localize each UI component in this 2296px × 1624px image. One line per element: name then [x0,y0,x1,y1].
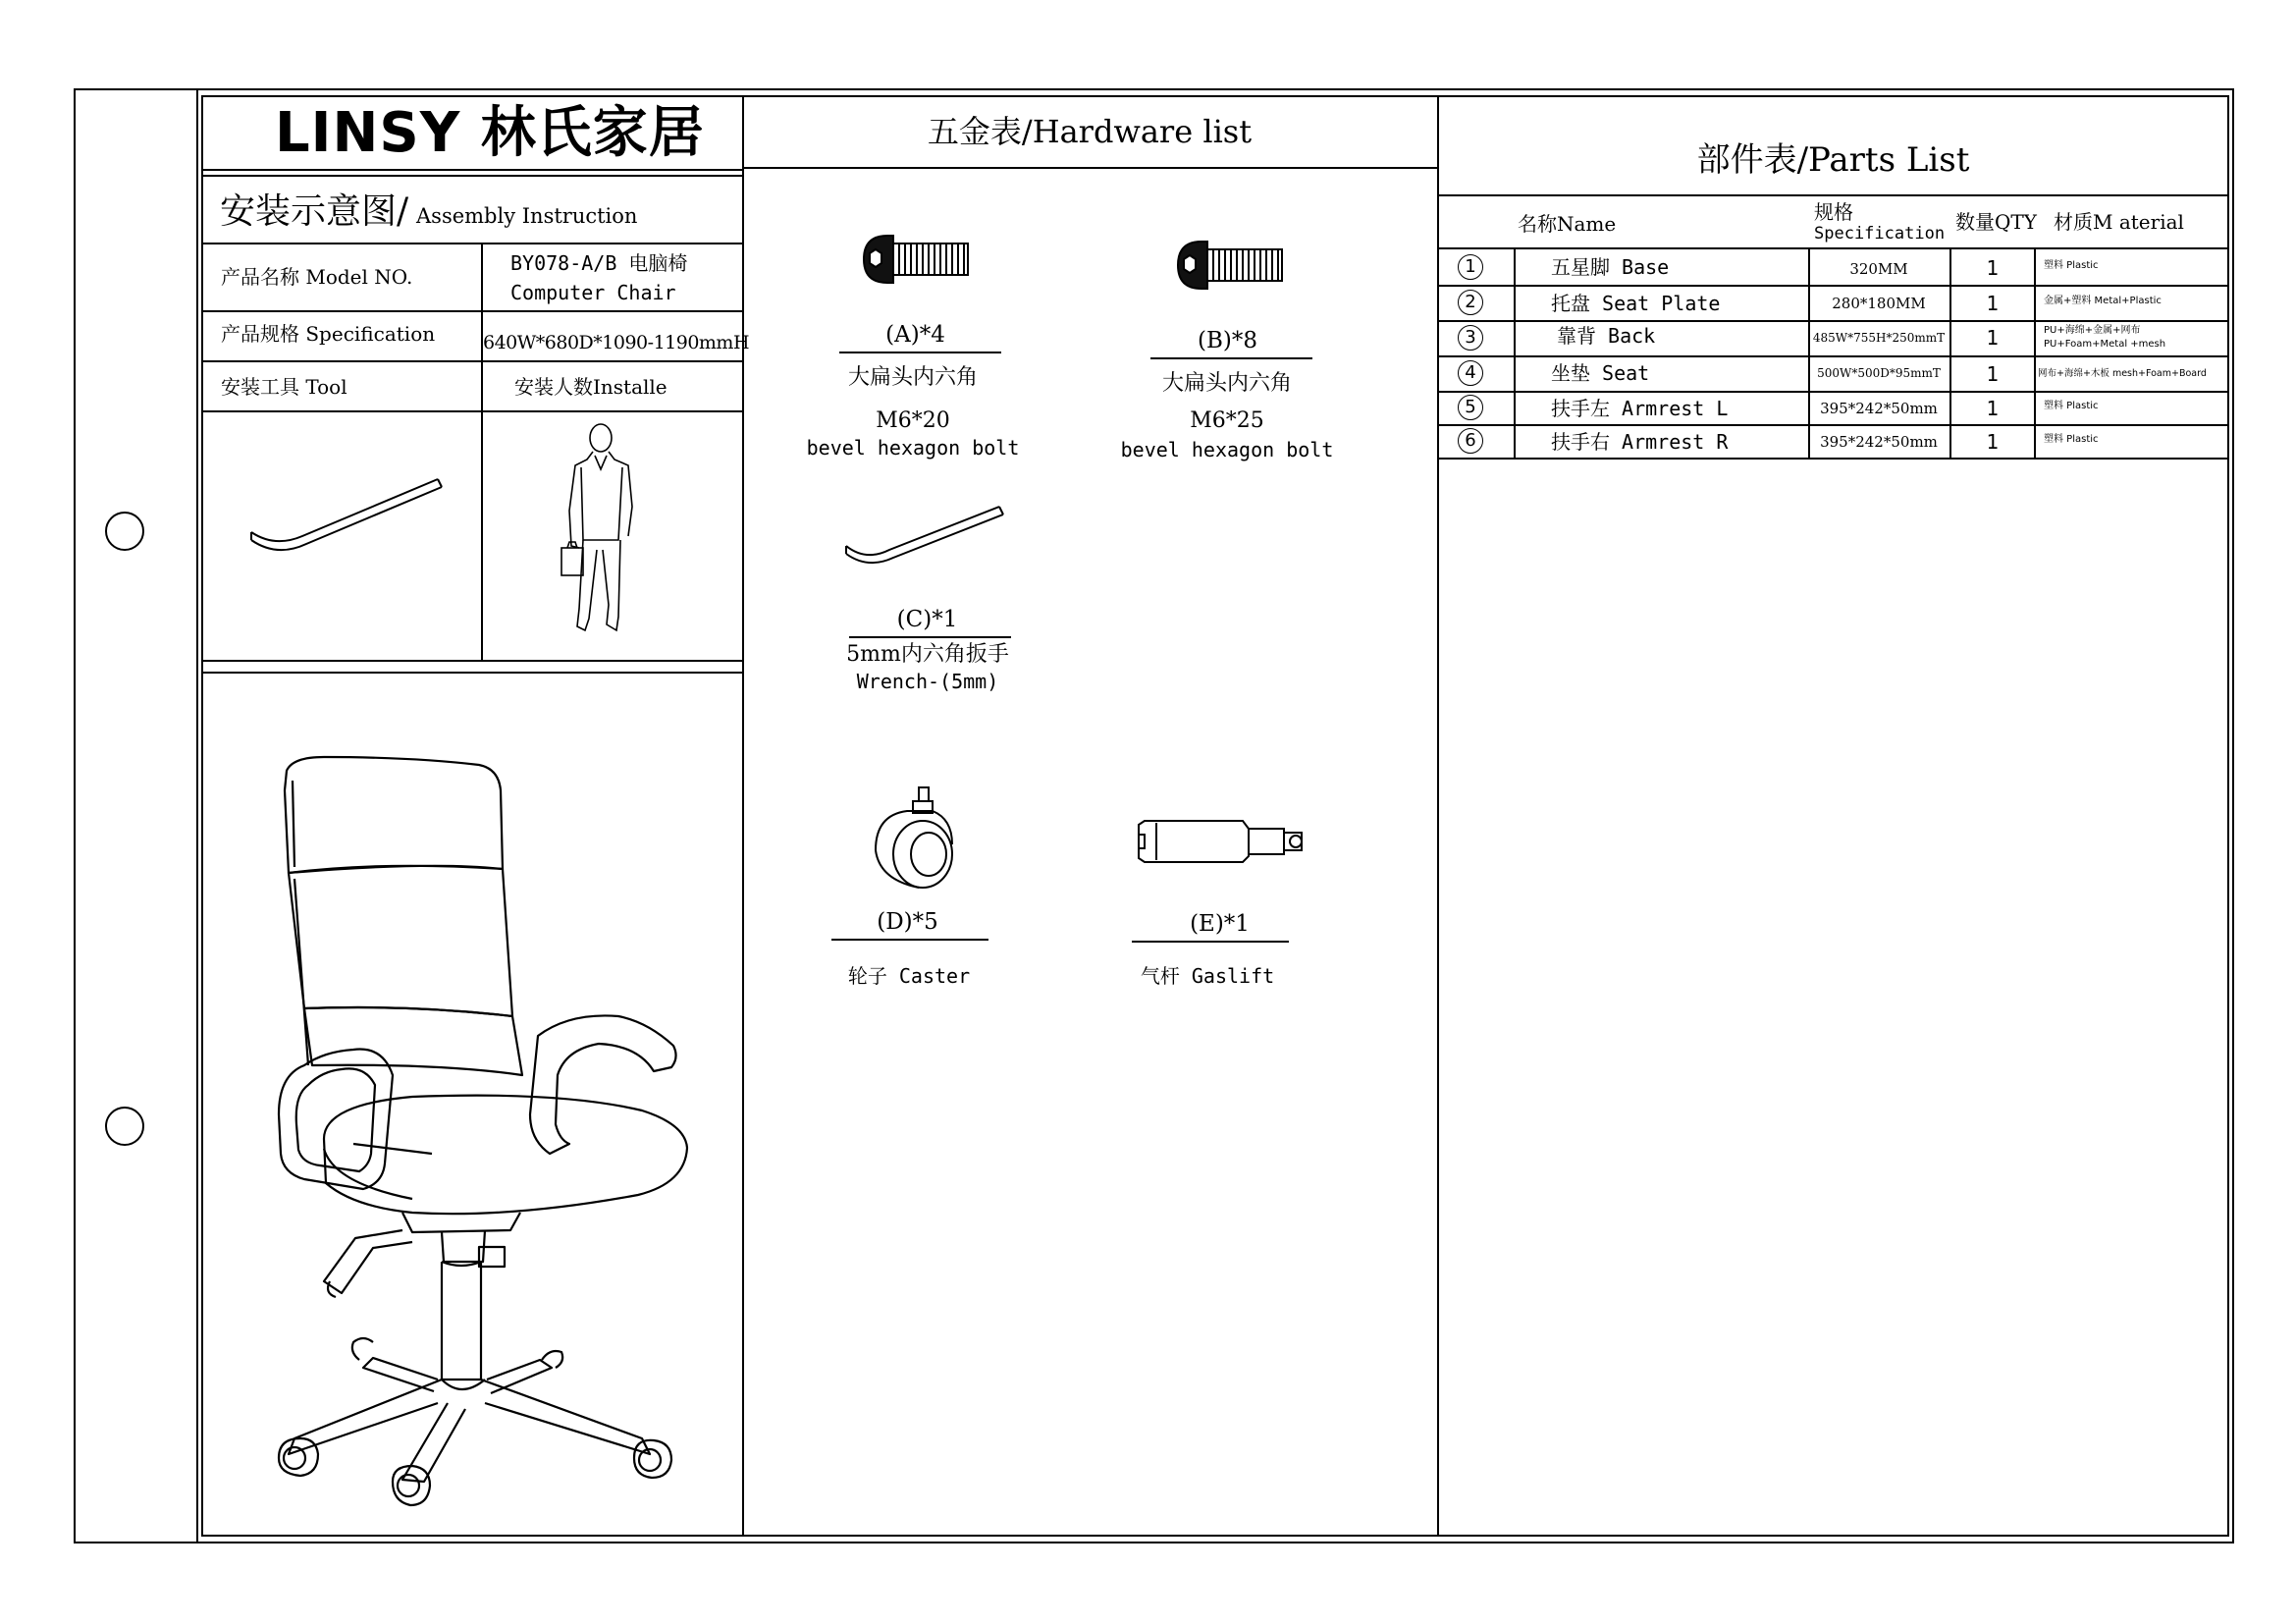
part-name: 靠背 Back [1557,324,1656,348]
part-number-badge: 6 [1458,428,1483,454]
part-material-2: PU+Foam+Metal +mesh [2044,339,2166,350]
part-material: PU+海绵+金属+网布 [2044,325,2141,336]
part-spec: 395*242*50mm [1820,433,1938,451]
row-line [203,360,742,362]
hardware-b-size: M6*25 [1190,408,1264,433]
hardware-e-underline [1132,941,1289,943]
installer-label: 安装人数Installe [514,375,667,399]
parts-header-material: 材质M aterial [2054,210,2184,234]
hardware-a-size: M6*20 [876,408,950,433]
hardware-a-name-en: bevel hexagon bolt [806,436,1020,460]
parts-col-line [2034,247,2036,458]
hardware-a-underline [839,352,1001,353]
hardware-title-line [742,167,1437,169]
parts-header-line [1437,247,2229,249]
column-divider-2 [1437,95,1439,1537]
parts-title-line [1437,194,2229,196]
part-qty: 1 [1986,430,2000,454]
hardware-a-code: (A)*4 [885,322,945,348]
part-qty: 1 [1986,256,2000,280]
part-spec: 500W*500D*95mmT [1817,366,1941,380]
hardware-e-name: 气杆 Gaslift [1140,964,1275,988]
part-name: 扶手左 Armrest L [1551,397,1729,420]
hardware-c-name-cn: 5mm内六角扳手 [846,642,1009,667]
hardware-c-underline [849,636,1011,638]
hex-wrench-icon [842,503,1009,571]
caster-icon [868,785,962,893]
parts-col-line [1949,247,1951,458]
parts-header-spec-en: Specification [1814,224,1946,244]
part-name: 五星脚 Base [1551,255,1670,279]
part-number-badge: 3 [1458,325,1483,351]
parts-row-line [1437,391,2229,393]
parts-row-line [1437,320,2229,322]
part-qty: 1 [1986,292,2000,315]
part-spec: 280*180MM [1832,295,1926,312]
left-table-divider [481,243,483,411]
hardware-b-name-cn: 大扁头内六角 [1161,371,1292,396]
part-qty: 1 [1986,326,2000,350]
hardware-title: 五金表/Hardware list [927,113,1253,150]
column-divider-1 [742,95,744,1537]
binding-margin-line [196,88,198,1543]
parts-row-line [1437,458,2229,460]
part-number-badge: 1 [1458,254,1483,280]
person-icon [560,422,648,640]
part-spec: 485W*755H*250mmT [1812,331,1946,345]
hardware-a-name-cn: 大扁头内六角 [847,365,978,390]
part-material: 塑料 Plastic [2044,434,2099,445]
part-material: 金属+塑料 Metal+Plastic [2044,296,2162,306]
binder-hole-top [105,512,144,551]
row-line [203,660,742,662]
hardware-c-name-en: Wrench-(5mm) [856,670,999,693]
part-material: 塑料 Plastic [2044,260,2099,271]
part-number-badge: 5 [1458,395,1483,420]
logo-divider-2 [203,175,742,177]
part-name: 坐垫 Seat [1551,361,1650,385]
row-line [203,672,742,674]
parts-row-line [1437,285,2229,287]
part-number-badge: 2 [1458,290,1483,315]
hardware-b-code: (B)*8 [1198,328,1257,353]
model-value-1: BY078-A/B 电脑椅 [510,251,688,275]
row-line [203,243,742,244]
part-qty: 1 [1986,362,2000,386]
parts-col-line [1808,247,1810,458]
row-line [203,410,742,412]
spec-label: 产品规格 Specification [221,322,436,346]
tool-cell-divider [481,410,483,660]
bolt-icon [860,232,974,287]
part-number-badge: 4 [1458,360,1483,386]
model-label: 产品名称 Model NO. [221,265,413,289]
part-material: 塑料 Plastic [2044,401,2099,411]
hardware-b-name-en: bevel hexagon bolt [1120,438,1334,461]
parts-title: 部件表/Parts List [1696,140,1970,180]
parts-row-line [1437,424,2229,426]
brand-logo: LINSY 林氏家居 [275,101,705,165]
spec-value: 640W*680D*1090-1190mmH [483,332,750,353]
part-name: 托盘 Seat Plate [1551,292,1721,315]
chair-illustration [265,751,717,1517]
parts-header-name: 名称Name [1518,212,1617,236]
bolt-icon [1174,238,1288,293]
parts-header-spec-cn: 规格 [1814,200,1853,224]
hardware-c-code: (C)*1 [896,607,958,632]
assembly-title-en: Assembly Instruction [416,204,638,228]
part-qty: 1 [1986,397,2000,420]
part-name: 扶手右 Armrest R [1551,430,1729,454]
binder-hole-bottom [105,1107,144,1146]
parts-col-line [1514,247,1516,458]
row-line [203,310,742,312]
hardware-b-underline [1150,357,1312,359]
hardware-d-underline [831,939,988,941]
hardware-e-code: (E)*1 [1190,911,1250,937]
parts-row-line [1437,355,2229,357]
logo-divider [203,169,742,171]
part-spec: 320MM [1849,260,1908,278]
hex-wrench-icon [245,471,452,560]
hardware-d-code: (D)*5 [877,909,938,935]
gaslift-icon [1135,817,1311,866]
model-value-2: Computer Chair [510,281,676,304]
hardware-d-name: 轮子 Caster [847,964,971,988]
parts-header-qty: 数量QTY [1955,210,2037,234]
part-spec: 395*242*50mm [1820,400,1938,417]
part-material: 网布+海绵+木板 mesh+Foam+Board [2038,368,2207,379]
assembly-title-cn: 安装示意图/ [220,191,409,232]
tool-label: 安装工具 Tool [221,375,347,399]
